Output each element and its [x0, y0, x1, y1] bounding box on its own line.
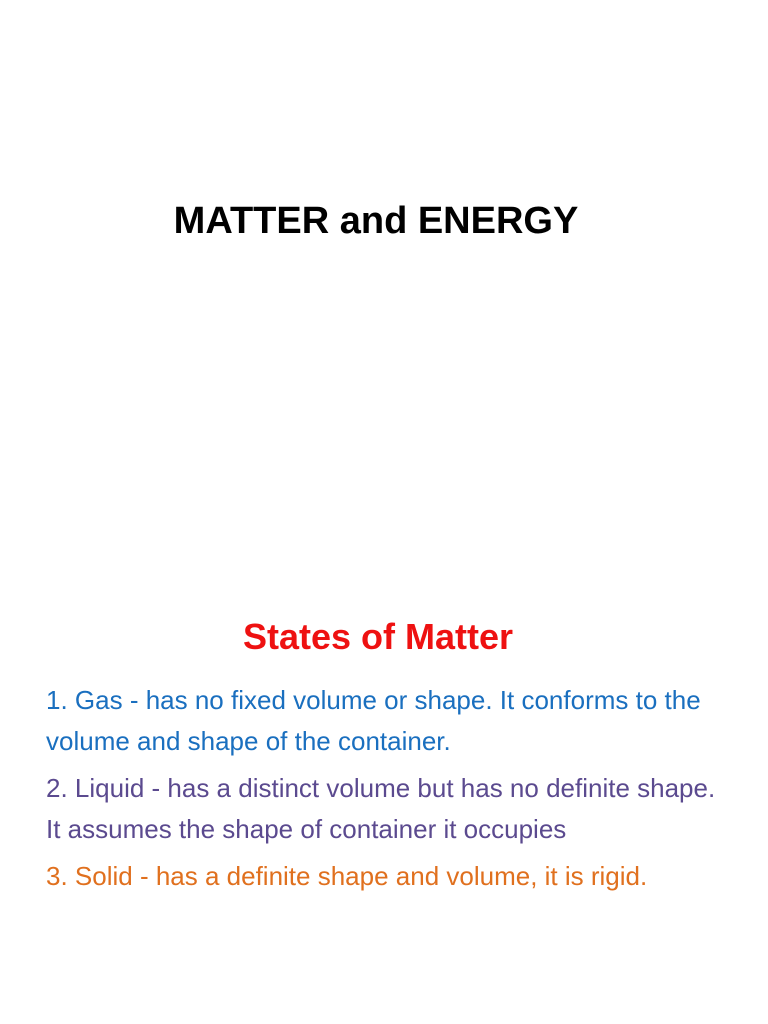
- slide-title: MATTER and ENERGY: [173, 200, 579, 242]
- state-item-liquid: 2. Liquid - has a distinct volume but has no definite shape. It assumes the shape of container it occupies: [46, 773, 716, 844]
- state-item-solid: 3. Solid - has a definite shape and volume, it is rigid.: [46, 861, 648, 891]
- states-of-matter-list: [46, 680, 736, 903]
- section-heading: States of Matter: [242, 616, 514, 657]
- state-item-gas: 1. Gas - has no fixed volume or shape. It conforms to the volume and shape of the container.: [46, 685, 701, 756]
